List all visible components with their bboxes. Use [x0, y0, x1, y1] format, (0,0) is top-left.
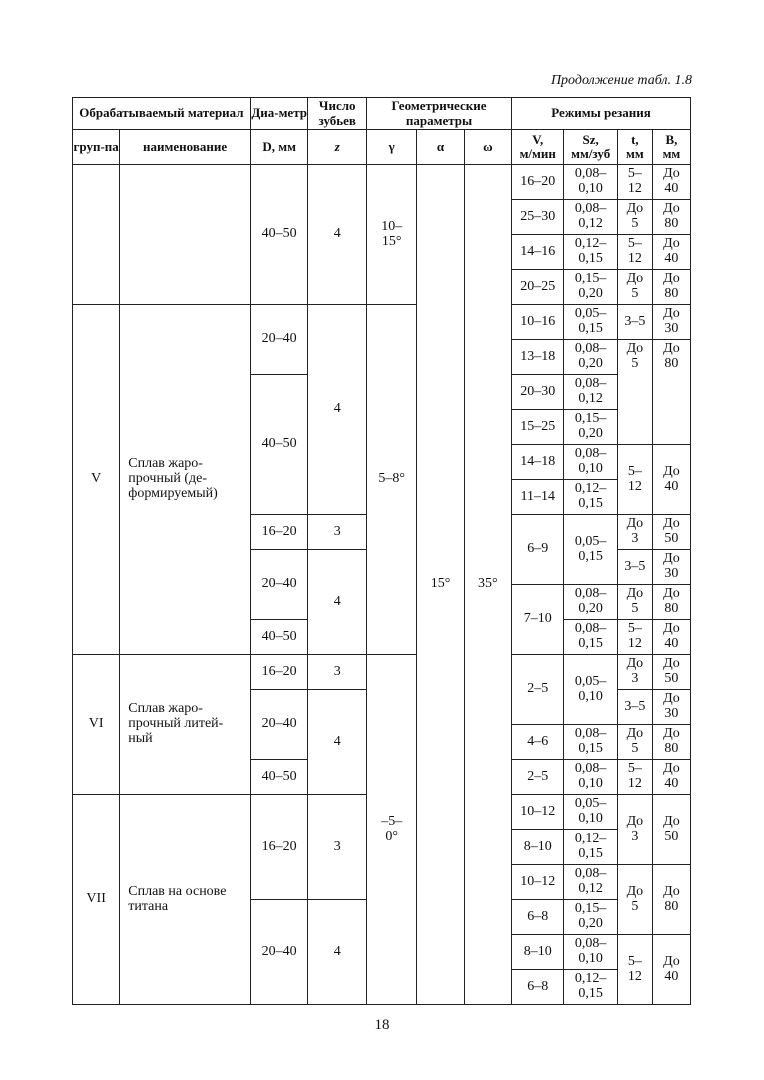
feed-cell: 0,05– 0,10	[564, 795, 617, 830]
header-b: B, мм	[652, 130, 690, 165]
width-cell: До 40	[652, 445, 690, 515]
alpha-cell: 15°	[417, 165, 464, 1005]
feed-cell: 0,08– 0,12	[564, 375, 617, 410]
teeth-cell: 4	[308, 900, 367, 1005]
omega-cell: 35°	[464, 165, 511, 1005]
depth-cell: 5– 12	[617, 165, 652, 200]
diameter-cell: 40–50	[250, 620, 308, 655]
depth-cell: 5– 12	[617, 935, 652, 1005]
feed-cell: 0,05– 0,15	[564, 515, 617, 585]
feed-cell: 0,08– 0,10	[564, 445, 617, 480]
feed-cell: 0,08– 0,15	[564, 620, 617, 655]
feed-cell: 0,15– 0,20	[564, 900, 617, 935]
speed-cell: 10–12	[512, 865, 564, 900]
width-cell: До 50	[652, 655, 690, 690]
width-cell: До 30	[652, 305, 690, 340]
speed-cell: 10–12	[512, 795, 564, 830]
material-name-cell: Сплав жаро- прочный литей- ный	[120, 655, 251, 795]
diameter-cell: 20–40	[250, 900, 308, 1005]
diameter-cell: 40–50	[250, 375, 308, 515]
depth-cell: До 5	[617, 585, 652, 620]
speed-cell: 8–10	[512, 935, 564, 970]
speed-cell: 20–25	[512, 270, 564, 305]
header-v: V, м/мин	[512, 130, 564, 165]
header-modes: Режимы резания	[512, 98, 691, 130]
width-cell: До 40	[652, 165, 690, 200]
feed-cell: 0,08– 0,10	[564, 935, 617, 970]
group-cell-empty	[73, 165, 120, 305]
width-cell: До 40	[652, 235, 690, 270]
feed-cell: 0,08– 0,20	[564, 585, 617, 620]
depth-cell: До 5	[617, 270, 652, 305]
depth-cell: До 5	[617, 200, 652, 235]
depth-cell: До 5	[617, 865, 652, 935]
gamma-cell: –5– 0°	[367, 655, 417, 1005]
header-teeth: Число зубьев	[308, 98, 367, 130]
cutting-modes-table	[72, 97, 691, 1005]
diameter-cell: 20–40	[250, 690, 308, 760]
header-z: z	[308, 130, 367, 165]
feed-cell: 0,08– 0,20	[564, 340, 617, 375]
speed-cell: 6–9	[512, 515, 564, 585]
diameter-cell: 40–50	[250, 760, 308, 795]
width-cell: До 80	[652, 725, 690, 760]
material-name-cell: Сплав жаро- прочный (де- формируемый)	[120, 305, 251, 655]
teeth-cell: 4	[308, 165, 367, 305]
teeth-cell: 3	[308, 655, 367, 690]
diameter-cell: 16–20	[250, 795, 308, 900]
feed-cell: 0,08– 0,12	[564, 200, 617, 235]
group-cell: VII	[73, 795, 120, 1005]
width-cell: До 80	[652, 340, 690, 445]
width-cell: До 30	[652, 550, 690, 585]
feed-cell: 0,05– 0,15	[564, 305, 617, 340]
width-cell: До 40	[652, 935, 690, 1005]
header-d-unit: D, мм	[250, 130, 308, 165]
table-caption: Продолжение табл. 1.8	[550, 73, 692, 88]
page-number: 18	[374, 1017, 390, 1033]
width-cell: До 30	[652, 690, 690, 725]
material-name-cell: Сплав на основе титана	[120, 795, 251, 1005]
speed-cell: 13–18	[512, 340, 564, 375]
header-alpha: α	[417, 130, 464, 165]
speed-cell: 16–20	[512, 165, 564, 200]
feed-cell: 0,12– 0,15	[564, 830, 617, 865]
diameter-cell: 20–40	[250, 550, 308, 620]
gamma-cell: 5–8°	[367, 305, 417, 655]
header-geometry: Геометрические параметры	[367, 98, 512, 130]
teeth-cell: 4	[308, 550, 367, 655]
speed-cell: 4–6	[512, 725, 564, 760]
width-cell: До 80	[652, 585, 690, 620]
diameter-cell: 40–50	[250, 165, 308, 305]
speed-cell: 8–10	[512, 830, 564, 865]
depth-cell: 5– 12	[617, 620, 652, 655]
gamma-cell: 10– 15°	[367, 165, 417, 305]
speed-cell: 2–5	[512, 760, 564, 795]
width-cell: До 80	[652, 200, 690, 235]
diameter-cell: 20–40	[250, 305, 308, 375]
feed-cell: 0,15– 0,20	[564, 410, 617, 445]
speed-cell: 25–30	[512, 200, 564, 235]
depth-cell: 5– 12	[617, 445, 652, 515]
width-cell: До 50	[652, 795, 690, 865]
speed-cell: 6–8	[512, 970, 564, 1005]
header-t: t, мм	[617, 130, 652, 165]
speed-cell: 15–25	[512, 410, 564, 445]
feed-cell: 0,05– 0,10	[564, 655, 617, 725]
depth-cell: 5– 12	[617, 235, 652, 270]
group-cell: VI	[73, 655, 120, 795]
diameter-cell: 16–20	[250, 515, 308, 550]
speed-cell: 20–30	[512, 375, 564, 410]
depth-cell: 3–5	[617, 305, 652, 340]
header-name: наименование	[120, 130, 251, 165]
speed-cell: 2–5	[512, 655, 564, 725]
speed-cell: 7–10	[512, 585, 564, 655]
width-cell: До 40	[652, 760, 690, 795]
feed-cell: 0,08– 0,12	[564, 865, 617, 900]
header-gamma: γ	[367, 130, 417, 165]
speed-cell: 10–16	[512, 305, 564, 340]
width-cell: До 40	[652, 620, 690, 655]
depth-cell: До 5	[617, 340, 652, 445]
header-diameter: Диа-метр	[250, 98, 308, 130]
feed-cell: 0,08– 0,10	[564, 760, 617, 795]
feed-cell: 0,15– 0,20	[564, 270, 617, 305]
header-sz: Sz, мм/зуб	[564, 130, 617, 165]
group-cell: V	[73, 305, 120, 655]
speed-cell: 6–8	[512, 900, 564, 935]
feed-cell: 0,12– 0,15	[564, 480, 617, 515]
teeth-cell: 4	[308, 690, 367, 795]
depth-cell: До 3	[617, 795, 652, 865]
teeth-cell: 4	[308, 305, 367, 515]
header-material: Обрабатываемый материал	[73, 98, 251, 130]
depth-cell: До 3	[617, 655, 652, 690]
speed-cell: 11–14	[512, 480, 564, 515]
feed-cell: 0,12– 0,15	[564, 970, 617, 1005]
header-omega: ω	[464, 130, 511, 165]
name-cell-empty	[120, 165, 251, 305]
depth-cell: 3–5	[617, 690, 652, 725]
header-group: груп-па	[73, 130, 120, 165]
feed-cell: 0,08– 0,15	[564, 725, 617, 760]
teeth-cell: 3	[308, 795, 367, 900]
depth-cell: 5– 12	[617, 760, 652, 795]
depth-cell: 3–5	[617, 550, 652, 585]
width-cell: До 80	[652, 270, 690, 305]
feed-cell: 0,12– 0,15	[564, 235, 617, 270]
depth-cell: До 3	[617, 515, 652, 550]
width-cell: До 50	[652, 515, 690, 550]
speed-cell: 14–18	[512, 445, 564, 480]
width-cell: До 80	[652, 865, 690, 935]
speed-cell: 14–16	[512, 235, 564, 270]
feed-cell: 0,08– 0,10	[564, 165, 617, 200]
diameter-cell: 16–20	[250, 655, 308, 690]
teeth-cell: 3	[308, 515, 367, 550]
depth-cell: До 5	[617, 725, 652, 760]
